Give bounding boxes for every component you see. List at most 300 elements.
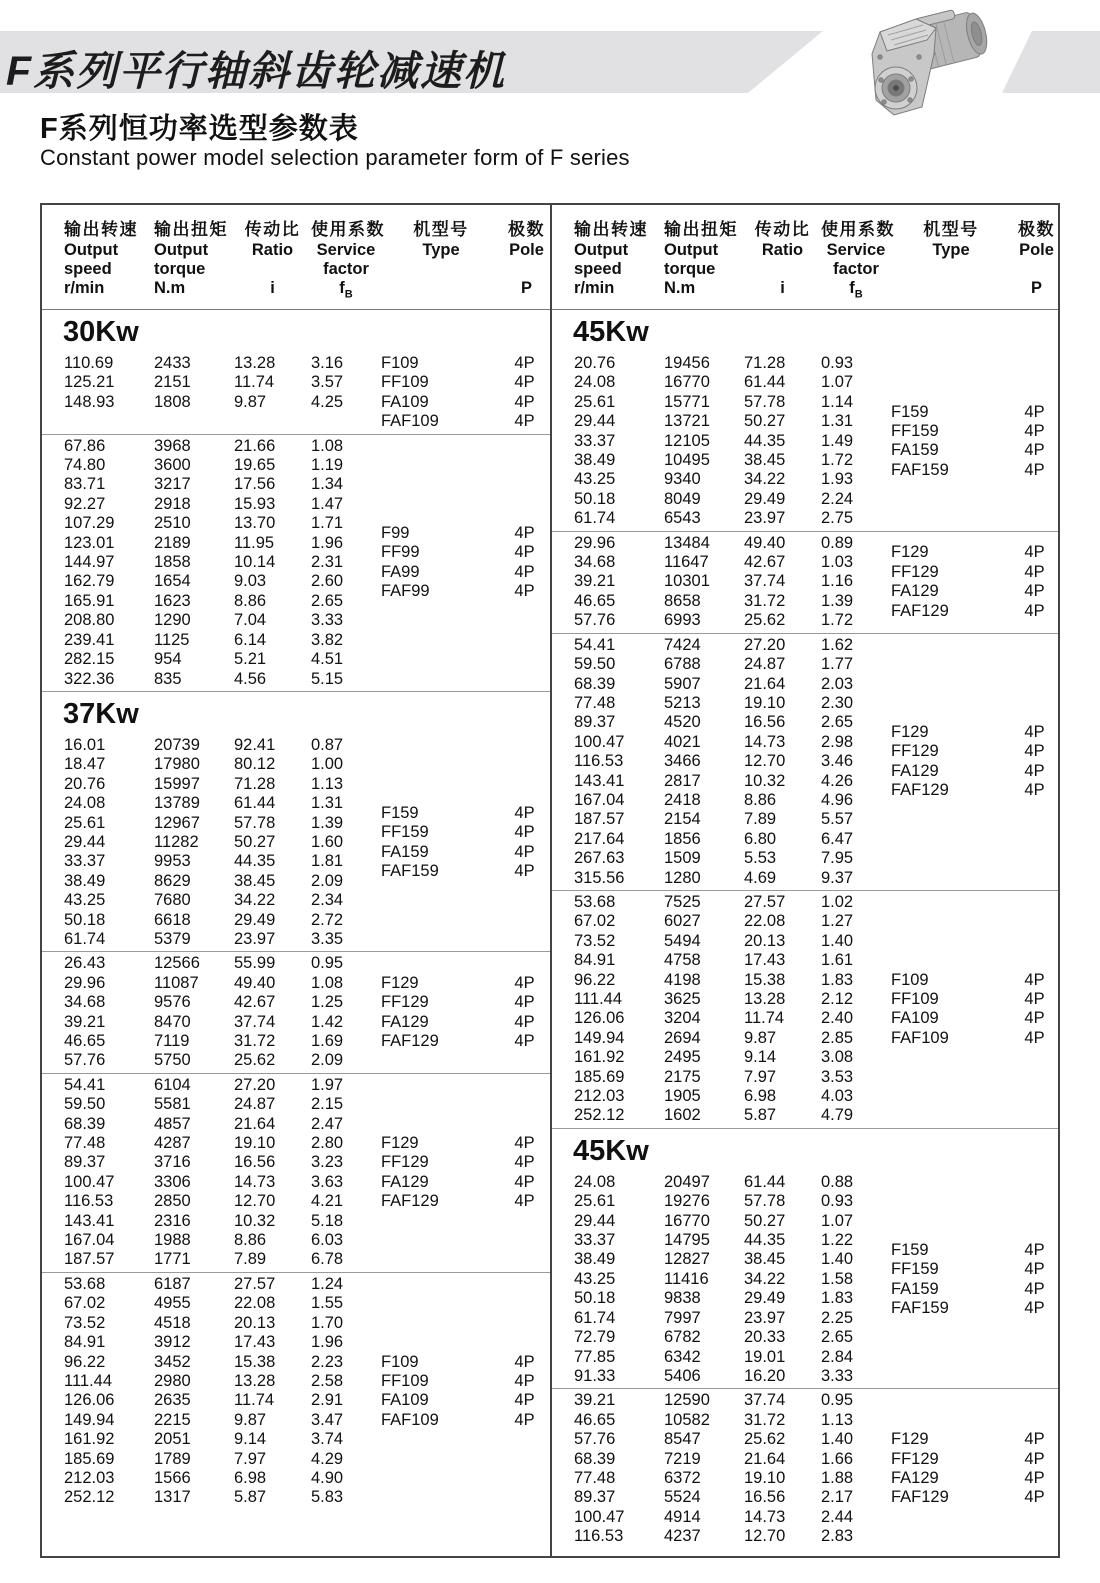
table-row	[574, 636, 891, 655]
pole-label: 4P	[1024, 1430, 1045, 1449]
table-row	[574, 1508, 891, 1527]
cell-service-factor: 6.78	[311, 1250, 344, 1269]
table-row	[574, 655, 891, 674]
cell-ratio: 6.14	[234, 630, 267, 649]
cell-service-factor: 2.80	[311, 1134, 344, 1153]
cell-service-factor: 1.40	[821, 1250, 854, 1269]
cell-service-factor: 4.21	[311, 1192, 344, 1211]
cell-output-torque: 7219	[664, 1449, 701, 1468]
table-row	[574, 490, 891, 509]
type-label: F109	[891, 970, 929, 989]
cell-ratio: 34.22	[234, 891, 276, 910]
cell-ratio: 38.45	[234, 871, 276, 890]
pole-label: 4P	[514, 562, 535, 581]
group-rows	[42, 736, 381, 949]
cell-service-factor: 3.33	[821, 1366, 854, 1385]
table-left-half	[42, 205, 550, 1556]
type-label: F109	[381, 1352, 419, 1371]
cell-output-torque: 2175	[664, 1067, 701, 1086]
cell-service-factor: 1.70	[311, 1313, 344, 1332]
cell-service-factor: 3.57	[311, 373, 344, 392]
header-unit: r/min	[574, 279, 615, 297]
table-row	[574, 1231, 891, 1250]
cell-output-torque: 7997	[664, 1308, 701, 1327]
type-label: F129	[381, 1134, 419, 1153]
cell-output-speed: 57.76	[64, 1051, 106, 1070]
cell-output-torque: 3217	[154, 475, 191, 494]
type-row	[891, 403, 1058, 422]
cell-ratio: 31.72	[744, 591, 786, 610]
cell-output-torque: 2154	[664, 810, 701, 829]
cell-service-factor: 2.85	[821, 1028, 854, 1047]
pole-label: 4P	[1024, 1260, 1045, 1279]
cell-service-factor: 1.47	[311, 494, 344, 513]
cell-output-torque: 10301	[664, 572, 710, 591]
cell-service-factor: 2.47	[311, 1114, 344, 1133]
pole-label: 4P	[514, 1032, 535, 1050]
cell-output-torque: 2433	[154, 354, 191, 372]
type-label: FF129	[891, 562, 939, 581]
cell-output-torque: 1905	[664, 1087, 701, 1106]
pole-label: 4P	[1024, 1468, 1045, 1487]
data-group	[42, 734, 550, 951]
cell-service-factor: 1.08	[311, 973, 344, 992]
cell-service-factor: 2.84	[821, 1347, 854, 1366]
cell-output-torque: 17980	[154, 755, 200, 774]
cell-ratio: 34.22	[744, 470, 786, 489]
cell-ratio: 5.87	[744, 1106, 777, 1125]
cell-service-factor: 1.93	[821, 470, 854, 489]
cell-service-factor: 3.23	[311, 1153, 344, 1172]
cell-output-torque: 4914	[664, 1507, 701, 1526]
cell-output-speed: 252.12	[64, 1488, 115, 1507]
cell-ratio: 25.62	[744, 1430, 786, 1449]
group-types	[891, 1391, 1058, 1546]
cell-ratio: 16.56	[234, 1153, 276, 1172]
table-row	[574, 971, 891, 990]
group-types	[381, 954, 550, 1070]
cell-output-speed: 73.52	[64, 1313, 106, 1332]
table-row	[64, 670, 381, 689]
cell-output-speed: 83.71	[64, 475, 106, 494]
type-row	[381, 1153, 550, 1172]
type-label: FF129	[381, 993, 429, 1012]
cell-output-torque: 13789	[154, 794, 200, 813]
cell-output-torque: 2418	[664, 790, 701, 809]
cell-service-factor: 2.12	[821, 990, 854, 1008]
header-label-zh: 输出扭矩	[664, 220, 738, 239]
cell-service-factor: 5.15	[311, 669, 344, 688]
group-rows	[552, 893, 891, 1126]
cell-output-torque: 1125	[154, 630, 190, 649]
cell-service-factor: 2.65	[821, 1328, 854, 1347]
power-section	[42, 691, 550, 1510]
type-row	[381, 1013, 550, 1032]
cell-output-torque: 3204	[664, 1009, 701, 1028]
type-row	[891, 1450, 1058, 1469]
cell-ratio: 37.74	[744, 572, 786, 591]
section-heading-power: 45Kw	[573, 316, 649, 348]
header-label-en2: torque	[154, 259, 206, 278]
group-types	[381, 1275, 550, 1508]
cell-ratio: 12.70	[744, 752, 786, 771]
cell-output-torque: 6788	[664, 655, 701, 674]
type-label: F129	[891, 723, 929, 742]
table-row	[64, 872, 381, 891]
cell-service-factor: 1.13	[311, 774, 344, 793]
cell-output-speed: 20.76	[574, 354, 616, 372]
cell-ratio: 6.80	[744, 829, 777, 848]
cell-ratio: 61.44	[744, 1172, 786, 1191]
type-row	[891, 990, 1058, 1009]
cell-output-torque: 20739	[154, 735, 200, 754]
cell-output-torque: 6993	[664, 611, 701, 630]
cell-output-torque: 3716	[154, 1153, 191, 1172]
cell-service-factor: 2.30	[821, 693, 854, 712]
cell-output-torque: 7680	[154, 891, 191, 910]
cell-output-speed: 29.96	[64, 973, 106, 992]
cell-output-speed: 89.37	[574, 713, 616, 732]
cell-service-factor: 2.44	[821, 1507, 854, 1526]
cell-service-factor: 2.09	[311, 871, 344, 890]
group-types	[891, 1173, 1058, 1386]
table-row	[574, 1106, 891, 1125]
cell-ratio: 7.89	[234, 1250, 267, 1269]
cell-output-torque: 8470	[154, 1012, 191, 1031]
cell-ratio: 37.74	[744, 1391, 786, 1410]
cell-service-factor: 1.13	[821, 1410, 854, 1429]
header-label-zh: 使用系数	[311, 220, 385, 239]
cell-output-speed: 33.37	[574, 431, 616, 450]
cell-output-speed: 43.25	[574, 1269, 616, 1288]
cell-output-torque: 1317	[154, 1488, 191, 1507]
cell-output-speed: 18.47	[64, 755, 106, 774]
cell-output-torque: 20497	[664, 1172, 710, 1191]
cell-output-speed: 144.97	[64, 553, 115, 572]
cell-service-factor: 1.97	[311, 1075, 344, 1094]
table-row	[64, 1353, 381, 1372]
cell-service-factor: 1.42	[311, 1012, 344, 1031]
table-row	[574, 1430, 891, 1449]
cell-ratio: 31.72	[234, 1032, 276, 1050]
cell-service-factor: 2.15	[311, 1095, 344, 1114]
cell-output-speed: 54.41	[64, 1075, 106, 1094]
cell-service-factor: 1.39	[821, 591, 854, 610]
type-label: FA159	[891, 1279, 939, 1298]
cell-service-factor: 1.72	[821, 451, 854, 470]
cell-output-speed: 25.61	[64, 813, 106, 832]
group-types	[891, 636, 1058, 888]
cell-ratio: 16.20	[744, 1366, 786, 1385]
cell-service-factor: 1.55	[311, 1294, 344, 1313]
pole-label: 4P	[514, 1391, 535, 1410]
group-types	[891, 354, 1058, 529]
type-label: FF109	[381, 1371, 429, 1390]
pole-label: 4P	[514, 862, 535, 881]
cell-output-speed: 77.48	[64, 1134, 106, 1153]
table-row	[64, 592, 381, 611]
cell-output-torque: 2694	[664, 1028, 701, 1047]
header-label-en: Ratio	[761, 241, 804, 259]
cell-ratio: 29.49	[234, 910, 276, 929]
table-row	[574, 393, 891, 412]
table-row	[574, 1328, 891, 1347]
deco-parallelogram	[1002, 31, 1100, 93]
pole-label: 4P	[514, 543, 535, 562]
type-label: FA129	[891, 761, 939, 780]
header-label-en: Type	[932, 241, 970, 259]
table-row	[574, 791, 891, 810]
pole-label: 4P	[514, 1352, 535, 1371]
cell-output-speed: 143.41	[64, 1211, 115, 1230]
header-label-zh: 传动比	[244, 220, 301, 239]
cell-service-factor: 1.34	[311, 475, 344, 494]
cell-service-factor: 1.60	[311, 832, 344, 851]
cell-output-speed: 149.94	[64, 1410, 115, 1429]
cell-output-speed: 50.18	[574, 1289, 616, 1308]
type-label: F129	[381, 973, 419, 992]
pole-label: 4P	[1024, 402, 1045, 421]
cell-ratio: 13.70	[234, 514, 276, 533]
table-row	[574, 451, 891, 470]
cell-output-speed: 126.06	[64, 1391, 115, 1410]
cell-output-torque: 9340	[664, 470, 701, 489]
cell-output-speed: 208.80	[64, 611, 115, 630]
table-row	[64, 1450, 381, 1469]
table-row	[64, 794, 381, 813]
cell-service-factor: 4.90	[311, 1468, 344, 1487]
table-row	[574, 849, 891, 868]
cell-output-speed: 46.65	[64, 1032, 106, 1050]
cell-ratio: 14.73	[744, 732, 786, 751]
cell-output-speed: 39.21	[64, 1012, 106, 1031]
cell-ratio: 10.14	[234, 553, 276, 572]
cell-output-torque: 3306	[154, 1172, 191, 1191]
cell-output-speed: 161.92	[574, 1048, 625, 1067]
cell-service-factor: 0.88	[821, 1172, 854, 1191]
cell-service-factor: 4.29	[311, 1449, 344, 1468]
cell-output-torque: 1566	[154, 1468, 191, 1487]
cell-ratio: 10.32	[234, 1211, 276, 1230]
header-label-zh: 使用系数	[821, 220, 895, 239]
cell-service-factor: 5.57	[821, 810, 854, 829]
header-unit: P	[520, 279, 532, 297]
cell-service-factor: 3.63	[311, 1172, 344, 1191]
cell-service-factor: 3.53	[821, 1067, 854, 1086]
cell-output-speed: 39.21	[574, 572, 616, 591]
cell-output-speed: 57.76	[574, 1430, 616, 1449]
type-row	[891, 1430, 1058, 1449]
pole-label: 4P	[514, 973, 535, 992]
type-row	[381, 393, 550, 412]
cell-service-factor: 1.31	[821, 412, 854, 431]
group-types	[381, 1076, 550, 1270]
cell-output-torque: 3600	[154, 456, 191, 475]
cell-output-torque: 6027	[664, 912, 701, 931]
cell-output-torque: 1858	[154, 553, 191, 572]
table-row	[574, 893, 891, 912]
table-row	[64, 631, 381, 650]
type-row	[891, 1029, 1058, 1048]
table-row	[64, 1411, 381, 1430]
cell-output-speed: 61.74	[574, 509, 616, 528]
table-row	[64, 1013, 381, 1032]
group-rows	[552, 636, 891, 888]
table-row	[574, 733, 891, 752]
table-row	[64, 1275, 381, 1294]
cell-ratio: 22.08	[234, 1294, 276, 1313]
pole-label: 4P	[1024, 1028, 1045, 1047]
pole-label: 4P	[1024, 761, 1045, 780]
cell-service-factor: 1.81	[311, 852, 344, 871]
type-row	[381, 974, 550, 993]
cell-ratio: 24.87	[744, 655, 786, 674]
table-row	[64, 1095, 381, 1114]
pole-label: 4P	[1024, 723, 1045, 742]
cell-output-speed: 165.91	[64, 591, 115, 610]
cell-output-speed: 77.48	[574, 1468, 616, 1487]
cell-output-speed: 84.91	[64, 1333, 106, 1352]
cell-output-torque: 14795	[664, 1231, 710, 1250]
header-unit: i	[780, 279, 785, 297]
cell-ratio: 9.03	[234, 572, 267, 591]
cell-output-torque: 5406	[664, 1366, 701, 1385]
cell-output-speed: 187.57	[64, 1250, 115, 1269]
cell-ratio: 38.45	[744, 451, 786, 470]
type-label: FAF129	[891, 601, 949, 620]
table-row	[574, 1391, 891, 1410]
cell-output-torque: 5581	[154, 1095, 191, 1114]
cell-ratio: 15.38	[234, 1352, 276, 1371]
cell-output-speed: 53.68	[64, 1274, 106, 1293]
group-rows	[42, 354, 381, 432]
table-row	[574, 830, 891, 849]
type-row	[891, 1488, 1058, 1507]
cell-service-factor: 2.17	[821, 1488, 854, 1507]
cell-service-factor: 3.82	[311, 630, 344, 649]
cell-ratio: 14.73	[234, 1172, 276, 1191]
table-row	[574, 772, 891, 791]
cell-service-factor: 2.58	[311, 1371, 344, 1390]
cell-output-torque: 4518	[154, 1313, 191, 1332]
pole-label: 4P	[514, 1172, 535, 1191]
cell-output-speed: 111.44	[574, 990, 623, 1008]
header-label-en: Type	[422, 241, 460, 259]
table-row	[64, 775, 381, 794]
group-types	[891, 534, 1058, 631]
cell-ratio: 15.93	[234, 494, 276, 513]
page-title: F系列恒功率选型参数表	[40, 113, 359, 145]
cell-ratio: 44.35	[744, 1231, 786, 1250]
cell-ratio: 12.70	[744, 1527, 786, 1546]
cell-output-speed: 38.49	[574, 1250, 616, 1269]
cell-output-speed: 29.44	[574, 412, 616, 431]
cell-output-torque: 8658	[664, 591, 701, 610]
cell-ratio: 23.97	[744, 1308, 786, 1327]
type-label: FAF129	[891, 781, 949, 800]
table-row	[64, 1032, 381, 1051]
cell-ratio: 55.99	[234, 954, 276, 973]
cell-service-factor: 4.26	[821, 771, 854, 790]
table-row	[574, 572, 891, 591]
type-label: FA129	[891, 1468, 939, 1487]
cell-output-torque: 2850	[154, 1192, 191, 1211]
type-label: FF109	[891, 990, 939, 1008]
cell-output-torque: 2051	[154, 1430, 191, 1449]
cell-output-speed: 72.79	[574, 1328, 616, 1347]
pole-label: 4P	[1024, 990, 1045, 1008]
group-types	[891, 893, 1058, 1126]
header-cell	[1011, 218, 1058, 305]
cell-ratio: 71.28	[744, 354, 786, 372]
cell-output-torque: 9576	[154, 993, 191, 1012]
cell-ratio: 11.74	[234, 1391, 275, 1410]
header-cell	[154, 218, 234, 305]
table-row	[574, 1348, 891, 1367]
group-rows	[552, 1173, 891, 1386]
table-row	[574, 713, 891, 732]
pole-label: 4P	[1024, 460, 1045, 479]
pole-label: 4P	[1024, 742, 1045, 761]
cell-service-factor: 1.88	[821, 1468, 854, 1487]
cell-output-torque: 15997	[154, 774, 200, 793]
cell-service-factor: 1.71	[311, 514, 344, 533]
cell-output-torque: 1623	[154, 591, 191, 610]
cell-output-speed: 100.47	[64, 1172, 115, 1191]
cell-service-factor: 2.09	[311, 1051, 344, 1070]
type-row	[891, 461, 1058, 480]
group-rows	[552, 354, 891, 529]
section-heading-power: 45Kw	[573, 1134, 649, 1167]
cell-output-speed: 46.65	[574, 1410, 616, 1429]
type-label: FAF109	[891, 1028, 949, 1047]
type-row	[381, 373, 550, 392]
cell-ratio: 17.56	[234, 475, 276, 494]
cell-output-torque: 4857	[154, 1114, 191, 1133]
type-row	[381, 1032, 550, 1051]
type-label: F99	[381, 523, 410, 542]
cell-ratio: 57.78	[234, 813, 276, 832]
group-rows	[552, 534, 891, 631]
header-unit: P	[1030, 279, 1042, 297]
table-row	[574, 1192, 891, 1211]
type-label: FA99	[381, 562, 420, 581]
header-unit	[381, 278, 501, 299]
cell-output-speed: 34.68	[64, 993, 106, 1012]
data-group	[552, 352, 1058, 531]
cell-ratio: 29.49	[744, 1289, 786, 1308]
cell-output-torque: 9838	[664, 1289, 701, 1308]
cell-ratio: 13.28	[234, 354, 276, 372]
group-types	[381, 437, 550, 689]
data-group	[42, 951, 550, 1072]
cell-ratio: 27.57	[744, 892, 786, 911]
cell-output-speed: 116.53	[574, 1527, 624, 1546]
cell-output-torque: 6372	[664, 1468, 701, 1487]
cell-output-speed: 25.61	[574, 1192, 616, 1211]
table-row	[574, 373, 891, 392]
group-rows	[42, 954, 381, 1070]
cell-output-speed: 34.68	[574, 553, 616, 572]
cell-output-speed: 217.64	[574, 829, 625, 848]
cell-output-torque: 2817	[664, 771, 701, 790]
table-row	[64, 930, 381, 949]
table-row	[64, 755, 381, 774]
cell-output-speed: 67.02	[574, 912, 616, 931]
cell-output-speed: 89.37	[574, 1488, 616, 1507]
pole-label: 4P	[1024, 1488, 1045, 1507]
type-row	[891, 1299, 1058, 1318]
